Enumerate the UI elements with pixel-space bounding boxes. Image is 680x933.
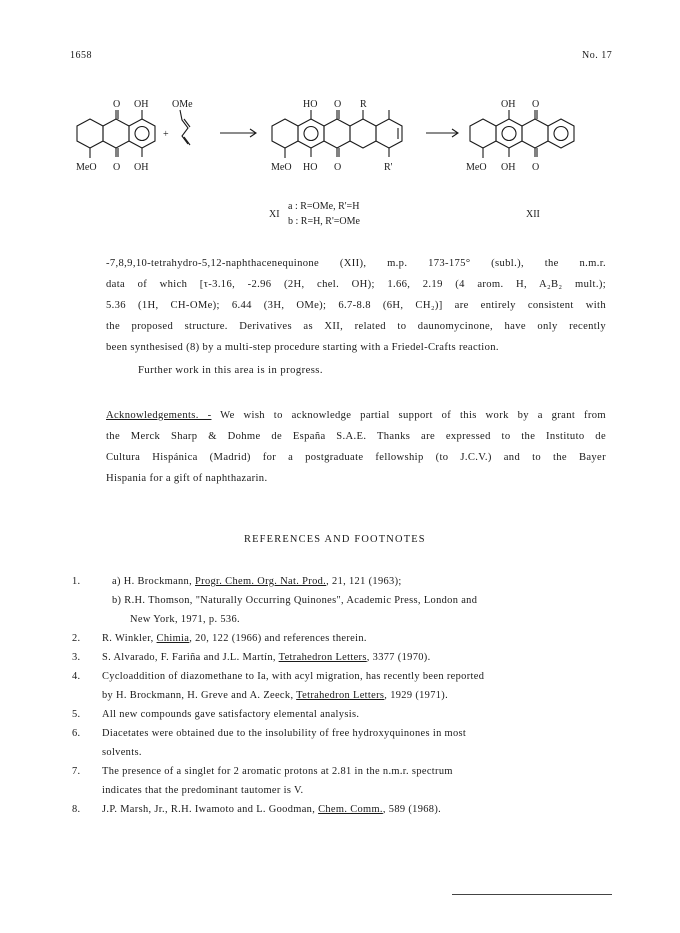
atom-label: MeO (76, 162, 97, 173)
reference-item (72, 705, 612, 724)
journal-issue: No. 17 (582, 50, 613, 61)
reference-text (112, 572, 402, 591)
reference-item (72, 724, 612, 743)
structure-naphthacenequinone-XII (470, 110, 574, 158)
body-paragraph-nmr (106, 253, 606, 358)
reference-item (72, 686, 612, 705)
reference-item (72, 781, 612, 800)
reference-text-part: , 3377 (1970). (366, 652, 431, 663)
acknowledgements-heading: Acknowledgements. - (106, 410, 212, 421)
reference-text (102, 743, 142, 762)
reference-text-part: indicates that the predominant tautomer is V. (102, 785, 304, 796)
reference-item (72, 572, 612, 591)
reference-number: 5. (72, 709, 81, 720)
atom-label: OMe (172, 99, 193, 110)
reference-text-part: R. Winkler, (102, 633, 157, 644)
text-line: data of which [τ-3.16, -2.96 (2H, chel. OH); 1.66, 2.19 (4 arom. H, A₂B₂ mult.); (106, 279, 606, 290)
reference-number: 4. (72, 671, 81, 682)
reference-text-part: S. Alvarado, F. Fariña and J.L. Martín, (102, 652, 279, 663)
reference-item (72, 629, 612, 648)
reference-text (102, 724, 466, 743)
atom-label: O (532, 162, 540, 173)
reference-text (102, 686, 448, 705)
acknowledgements (106, 405, 606, 489)
reference-number: 8. (72, 804, 81, 815)
reference-text-part: , 589 (1968). (382, 804, 442, 815)
text-line (106, 405, 606, 426)
atom-label: R (360, 99, 367, 110)
reference-item (72, 762, 612, 781)
reference-number: 1. (72, 576, 81, 587)
text-line: Cultura Hispánica (Madrid) for a postgraduate fellowship (to J.C.V.) and to the Bayer (106, 452, 606, 463)
reference-text-part: , 20, 122 (1966) and references therein. (189, 633, 367, 644)
atom-label: O (334, 162, 342, 173)
compound-label-XI: XI (269, 209, 280, 220)
reference-text (112, 591, 477, 610)
text-line: the Merck Sharp & Dohme de España S.A.E. Thanks are expressed to the Instituto de (106, 431, 606, 442)
atom-label: OH (501, 162, 516, 173)
atom-label: MeO (466, 162, 487, 173)
atom-label: O (113, 162, 121, 173)
reference-text (102, 705, 359, 724)
reference-text (102, 667, 484, 686)
journal-title: Tetrahedron Letters (278, 652, 367, 663)
reference-text (102, 629, 367, 648)
page-number: 1658 (70, 50, 92, 61)
reference-text-part: , 1929 (1971). (384, 690, 449, 701)
reference-number: 3. (72, 652, 81, 663)
atom-label: R' (384, 162, 393, 173)
text-line: -7,8,9,10-tetrahydro-5,12-naphthacenequinone (XII), m.p. 173-175° (subl.), the n.m.r. (106, 258, 606, 269)
reference-text (102, 762, 453, 781)
text-line: Hispania for a gift of naphthazarin. (106, 473, 268, 484)
reference-text-part: All new compounds gave satisfactory elemental analysis. (102, 709, 360, 720)
atom-label: O (532, 99, 540, 110)
reference-text (130, 610, 240, 629)
text-line: been synthesised (8) by a multi-step procedure starting with a Friedel-Crafts reaction. (106, 342, 499, 353)
reference-text-part: , 21, 121 (1963); (326, 576, 402, 587)
reference-text-part: Cycloaddition of diazomethane to Ia, with acyl migration, has recently been reported (102, 671, 485, 682)
atom-label: OH (134, 162, 149, 173)
reference-text-part: New York, 1971, p. 536. (130, 614, 240, 625)
reference-item (72, 591, 612, 610)
atom-label: OH (501, 99, 516, 110)
structure-methoxybutadiene (180, 110, 190, 145)
reference-text (102, 648, 431, 667)
reference-text (102, 781, 304, 800)
reference-text-part: by H. Brockmann, H. Greve and A. Zeeck, (102, 690, 297, 701)
compound-XI-variant-b: b : R=H, R'=OMe (288, 216, 360, 227)
ack-text: We wish to acknowledge partial support of this work by a grant from (220, 410, 606, 421)
reference-text-part: Diacetates were obtained due to the insolubility of free hydroxyquinones in most (102, 728, 467, 739)
atom-label: MeO (271, 162, 292, 173)
structure-adduct-XI (272, 110, 402, 158)
references-list (72, 572, 612, 819)
compound-XI-variant-a: a : R=OMe, R'=H (288, 201, 360, 212)
reference-text-part: The presence of a singlet for 2 aromatic protons at 2.81 in the n.m.r. spectrum (102, 766, 453, 777)
reference-item (72, 667, 612, 686)
text-line: the proposed structure. Derivatives as XII, related to daunomycinone, have only recently (106, 321, 606, 332)
atom-label: O (334, 99, 342, 110)
journal-title: Chimia (156, 633, 190, 644)
reference-text-part: solvents. (102, 747, 142, 758)
plus-sign: + (163, 129, 169, 140)
further-work-note: Further work in this area is in progress. (138, 365, 323, 376)
reference-text-part: a) H. Brockmann, (112, 576, 195, 587)
structure-naphthazarin-diene (77, 110, 155, 158)
reference-text-part: b) R.H. Thomson, "Naturally Occurring Quinones", Academic Press, London and (112, 595, 478, 606)
reference-item (72, 648, 612, 667)
reference-number: 2. (72, 633, 81, 644)
reference-item (72, 800, 612, 819)
reference-item (72, 610, 612, 629)
reference-item (72, 743, 612, 762)
journal-title: Chem. Comm. (318, 804, 383, 815)
reference-text-part: J.P. Marsh, Jr., R.H. Iwamoto and L. Goodman, (102, 804, 319, 815)
references-heading: REFERENCES AND FOOTNOTES (244, 534, 426, 545)
journal-title: Progr. Chem. Org. Nat. Prod. (195, 576, 327, 587)
reaction-scheme (60, 88, 620, 228)
journal-title: Tetrahedron Letters (296, 690, 385, 701)
reference-text (102, 800, 441, 819)
arrow-1 (220, 129, 256, 137)
atom-label: HO (303, 162, 318, 173)
reference-number: 7. (72, 766, 81, 777)
reference-number: 6. (72, 728, 81, 739)
atom-label: OH (134, 99, 149, 110)
footer-rule (452, 894, 612, 895)
compound-label-XII: XII (526, 209, 540, 220)
arrow-2 (426, 129, 458, 137)
atom-label: O (113, 99, 121, 110)
text-line: 5.36 (1H, CH-OMe); 6.44 (3H, OMe); 6.7-8.8 (6H, CH₂)] are entirely consistent with (106, 300, 606, 311)
atom-label: HO (303, 99, 318, 110)
